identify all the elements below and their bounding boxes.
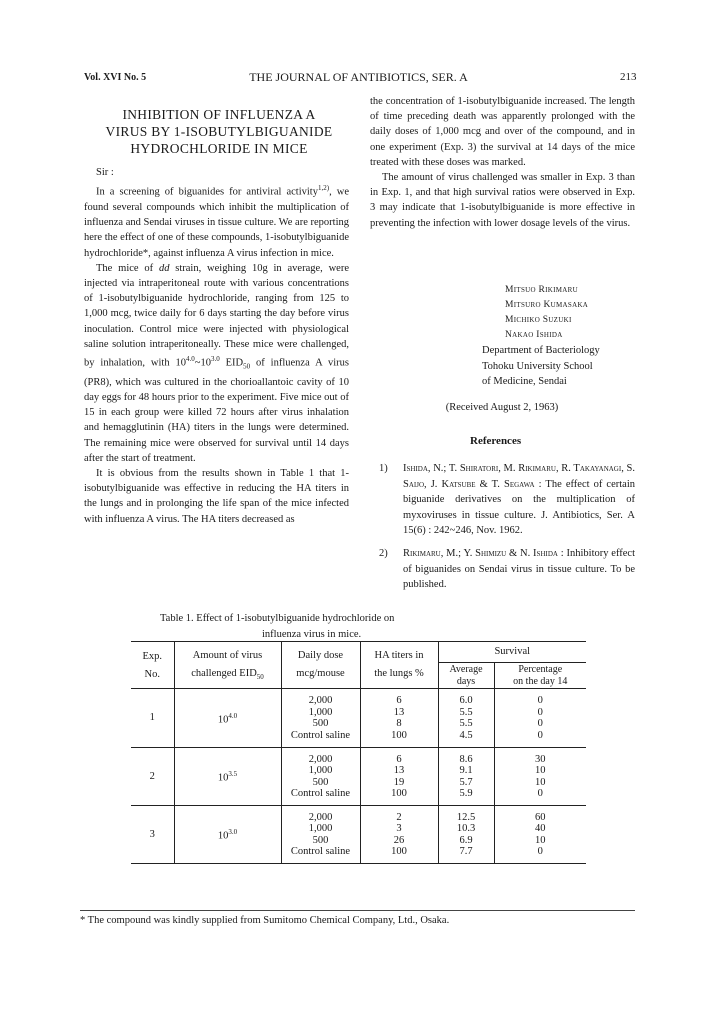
reference-text: Inhibitory effect of biguanides on Sendai virus in tissue culture. To be published. (403, 548, 635, 591)
reference-number: 2) (379, 548, 388, 559)
cell-exp: 1 (131, 689, 174, 748)
cell-exp: 2 (131, 748, 174, 806)
paragraph: In a screening of biguanides for antiviral activity$^{1,2)}$, we found several compounds which inhibit the multiplication of influenza and Sendai viruses in tissue culture. We are reporting here the effect of one of these compounds, 1-isobutylbiguanide hydrochloride*, against influenza A virus infection in mice. (84, 184, 349, 259)
table-caption (160, 611, 560, 642)
reference-item (379, 546, 635, 593)
paragraph: It is obvious from the results shown in Table 1 that 1-isobutylbiguanide was effective in reducing the HA titers in the lungs and in prolonging the life span of the mice infected with influenza A virus. The HA titers decreased as (84, 467, 349, 525)
title-line: INHIBITION OF INFLUENZA A (122, 107, 316, 122)
reference-text: The effect of certain biguanide derivatives on the multiplication of myxoviruses in tissue culture. J. Antibiotics, Ser. A 15(6) : 242~246, Nov. 1962. (403, 478, 635, 537)
header-avg-days: Average days (438, 663, 494, 689)
cell-dose: 2,000 1,000 500 Control saline (281, 689, 360, 748)
footnote: * The compound was kindly supplied from Sumitomo Chemical Company, Ltd., Osaka. (80, 915, 450, 926)
author-name: Michiko Suzuki (505, 315, 572, 325)
header-survival: Survival (438, 642, 586, 663)
caption-line: influenza virus in mice. (262, 628, 362, 640)
cell-ha: 2 3 26 100 (360, 806, 438, 864)
cell-amount: $10^{3.5}$ (174, 748, 281, 806)
author-list (505, 283, 588, 343)
table-row (131, 689, 586, 748)
cell-dose: 2,000 1,000 500 Control saline (281, 748, 360, 806)
cell-ha: 6 13 19 100 (360, 748, 438, 806)
header-dose: Daily dose mcg/mouse (281, 642, 360, 689)
results-table (131, 641, 586, 864)
paragraph: the concentration of 1-isobutylbiguanide increased. The length of time preceding death was apparently prolonged with the daily doses of 1,000 mcg and over of the compound, and in one experiment (Exp. 3) the survival at 14 days of the mice treated with these doses was marked. (370, 96, 635, 168)
title-line: VIRUS BY 1-ISOBUTYLBIGUANIDE (105, 124, 333, 139)
author-name: Nakao Ishida (505, 330, 563, 340)
cell-avg: 12.5 10.3 6.9 7.7 (438, 806, 494, 864)
page-number: 213 (620, 71, 637, 83)
header-ha: HA titers in the lungs % (360, 642, 438, 689)
cell-avg: 6.0 5.5 5.5 4.5 (438, 689, 494, 748)
received-date: (Received August 2, 1963) (445, 402, 559, 413)
article-title (84, 106, 354, 157)
author-name: Mitsuo Rikimaru (505, 285, 578, 295)
cell-avg: 8.6 9.1 5.7 5.9 (438, 748, 494, 806)
cell-amount: $10^{3.0}$ (174, 806, 281, 864)
cell-pct: 60 40 10 0 (494, 806, 586, 864)
caption-line: Table 1. Effect of 1-isobutylbiguanide hydrochloride on (160, 613, 395, 624)
references-heading: References (470, 435, 522, 447)
affiliation-line: of Medicine, Sendai (482, 376, 567, 387)
affiliation-line: Tohoku University School (482, 360, 593, 372)
reference-authors: Rikimaru, M.; Y. Shimizu & N. Ishida : (403, 548, 564, 559)
header-exp: Exp. No. (131, 642, 174, 689)
right-column (370, 94, 635, 231)
cell-exp: 3 (131, 806, 174, 864)
cell-dose: 2,000 1,000 500 Control saline (281, 806, 360, 864)
cell-ha: 6 13 8 100 (360, 689, 438, 748)
author-name: Mitsuro Kumasaka (505, 300, 589, 310)
cell-amount: $10^{4.0}$ (174, 689, 281, 748)
title-line: HYDROCHLORIDE IN MICE (130, 141, 308, 156)
paragraph: The mice of dd strain, weighing 10g in average, were injected via intraperitoneal route with various concentrations of 1-isobutylbiguanide hydrochloride, ranging from 125 to 1,000 mcg, twice daily for 6 days starting the day before virus inoculation. Control mice were injected with physiological saline solution intraperitoneally. These mice were challenged, by inhalation, with $10^{4.0}\sim 10^{3.0}$ $EID_{50}$ of influenza A virus (PR8), which was cultured in the chorioallantoic cavity of 10 day eggs for 48 hours prior to the experiment. Five mice out of 15 in each group were killed 72 hours after virus inhalation and hemagglutinin (HA) titers in the lungs were determined. The remaining mice were observed for survival until 14 days after the start of treatment. (84, 262, 349, 464)
volume-number: Vol. XVI No. 5 (84, 72, 147, 83)
footnote-divider (80, 910, 635, 911)
cell-pct: 30 10 10 0 (494, 748, 586, 806)
reference-authors: Ishida, N.; T. Shiratori, M. Rikimaru, R. Takayanagi, S. Saijo, J. Katsube & T. Segawa : (403, 463, 635, 490)
header-amount: Amount of virus challenged $EID_{50}$ (174, 642, 281, 689)
affiliation-line: Department of Bacteriology (482, 345, 600, 356)
reference-number: 1) (379, 463, 388, 474)
table-header-row (131, 642, 586, 663)
table-row (131, 748, 586, 806)
cell-pct: 0 0 0 0 (494, 689, 586, 748)
affiliation (482, 343, 600, 390)
salutation: Sir : (96, 167, 114, 178)
paragraph: The amount of virus challenged was smaller in Exp. 3 than in Exp. 1, and that high survival ratios were observed in Exp. 3 may indicate that 1-isobutylbiguanide is more effective in preventing the infection with lower dosage levels of the virus. (370, 172, 635, 229)
reference-item (379, 461, 635, 539)
left-column (84, 165, 349, 527)
journal-name: THE JOURNAL OF ANTIBIOTICS, SER. A (249, 70, 468, 84)
header-percentage: Percentage on the day 14 (513, 663, 568, 687)
table-row (131, 806, 586, 864)
